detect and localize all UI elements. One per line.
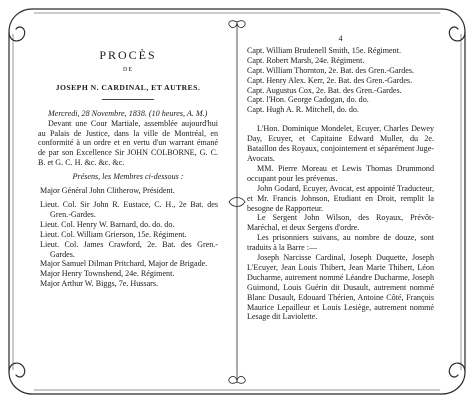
right-page	[247, 34, 434, 322]
page-number: 4	[338, 34, 343, 43]
judge-advocates-paragraph: L'Hon. Dominique Mondelet, Ecuyer, Charles Dewey Day, Ecuyer, et Capitaine Edward Muller, du 2e. Bataillon des Royaux, conjointement et séparément Juge-Avocats.	[247, 124, 434, 163]
member-line: Lieut. Col. Henry W. Barnard, do. do. do.	[40, 219, 175, 229]
counsel-paragraph: MM. Pierre Moreau et Lewis Thomas Drummond occupant pour les prévenus.	[247, 163, 434, 183]
officers-list	[247, 46, 434, 115]
officer-line: Capt. l'Hon. George Cadogan, do. do.	[247, 95, 369, 105]
member-line: Lieut. Col. William Grierson, 15e. Régiment.	[40, 229, 187, 239]
proceedings-text	[247, 124, 434, 322]
document-title: PROCÈS	[99, 48, 157, 62]
prisoners-intro-paragraph: Les prisonniers suivans, au nombre de douze, sont traduits à la Barre :—	[247, 233, 434, 253]
prisoners-list-paragraph: Joseph Narcisse Cardinal, Joseph Duquette, Joseph L'Ecuyer, Jean Louis Thibert, Jean Marie Thibert, Léon Ducharme, autrement nommé Léandre Ducharme, Joseph Guimond, Louis Guérin dit Dusault, autrement nommé Blanc Dusault, Edouard Thérien, Antoine Côté, François Maurice Lepailleur et Louis Lesiège, autrement nommé Lesage dit Laviolette.	[247, 253, 434, 322]
members-heading: Présens, les Membres ci-dessous :	[72, 172, 184, 182]
member-line: Major Samuel Dilman Pritchard, Major de Brigade.	[40, 259, 208, 269]
members-list	[38, 186, 218, 289]
officer-line: Capt. William Thornton, 2e. Bat. des Gren.-Gardes.	[247, 65, 415, 75]
left-page	[38, 34, 218, 289]
title-de: DE	[123, 66, 133, 73]
opening-paragraph: Devant une Cour Martiale, assemblée aujourd'hui au Palais de Justice, dans la ville de Montréal, en conformité à un ordre et en vertu d'un warrant émané de par son Excellence Sir JOHN COLBORNE, G. C. B. et G. C. H. &c. &c. &c.	[38, 118, 218, 168]
provost-paragraph: Le Sergent John Wilson, des Royaux, Prévôt-Maréchal, et deux Sergens d'ordre.	[247, 213, 434, 233]
member-line: Lieut. Col. Sir John R. Eustace, C. H., 2e Bat. des Gren.-Gardes.	[40, 199, 218, 219]
officer-line: Capt. Robert Marsh, 24e. Régiment.	[247, 55, 365, 65]
member-line: Major Arthur W. Biggs, 7e. Hussars.	[40, 279, 159, 289]
officer-line: Capt. Hugh A. R. Mitchell, do. do.	[247, 105, 359, 115]
member-line: Major Henry Townshend, 24e. Régiment.	[40, 269, 175, 279]
defendants-heading: JOSEPH N. CARDINAL, ET AUTRES.	[55, 82, 201, 92]
officer-line: Capt. William Brudenell Smith, 15e. Régiment.	[247, 45, 401, 55]
opening-date: Mercredi, 28 Novembre, 1838. (10 heures, A. M.)	[48, 108, 208, 118]
member-line: Major Général John Clitherow, Président.	[40, 186, 175, 196]
title-rule	[102, 99, 154, 100]
member-line: Lieut. Col. James Crawford, 2e. Bat. des Gren.-Gardes.	[40, 239, 218, 259]
officer-line: Capt. Henry Alex. Kerr, 2e. Bat. des Gren.-Gardes.	[247, 75, 413, 85]
translator-paragraph: John Godard, Ecuyer, Avocat, est appointé Traducteur, et Mr. Francis Johnson, Etudiant en Droit, remplit la besogne de Rapporteur.	[247, 183, 434, 213]
officer-line: Capt. Augustus Cox, 2e. Bat. des Gren.-Gardes.	[247, 85, 402, 95]
